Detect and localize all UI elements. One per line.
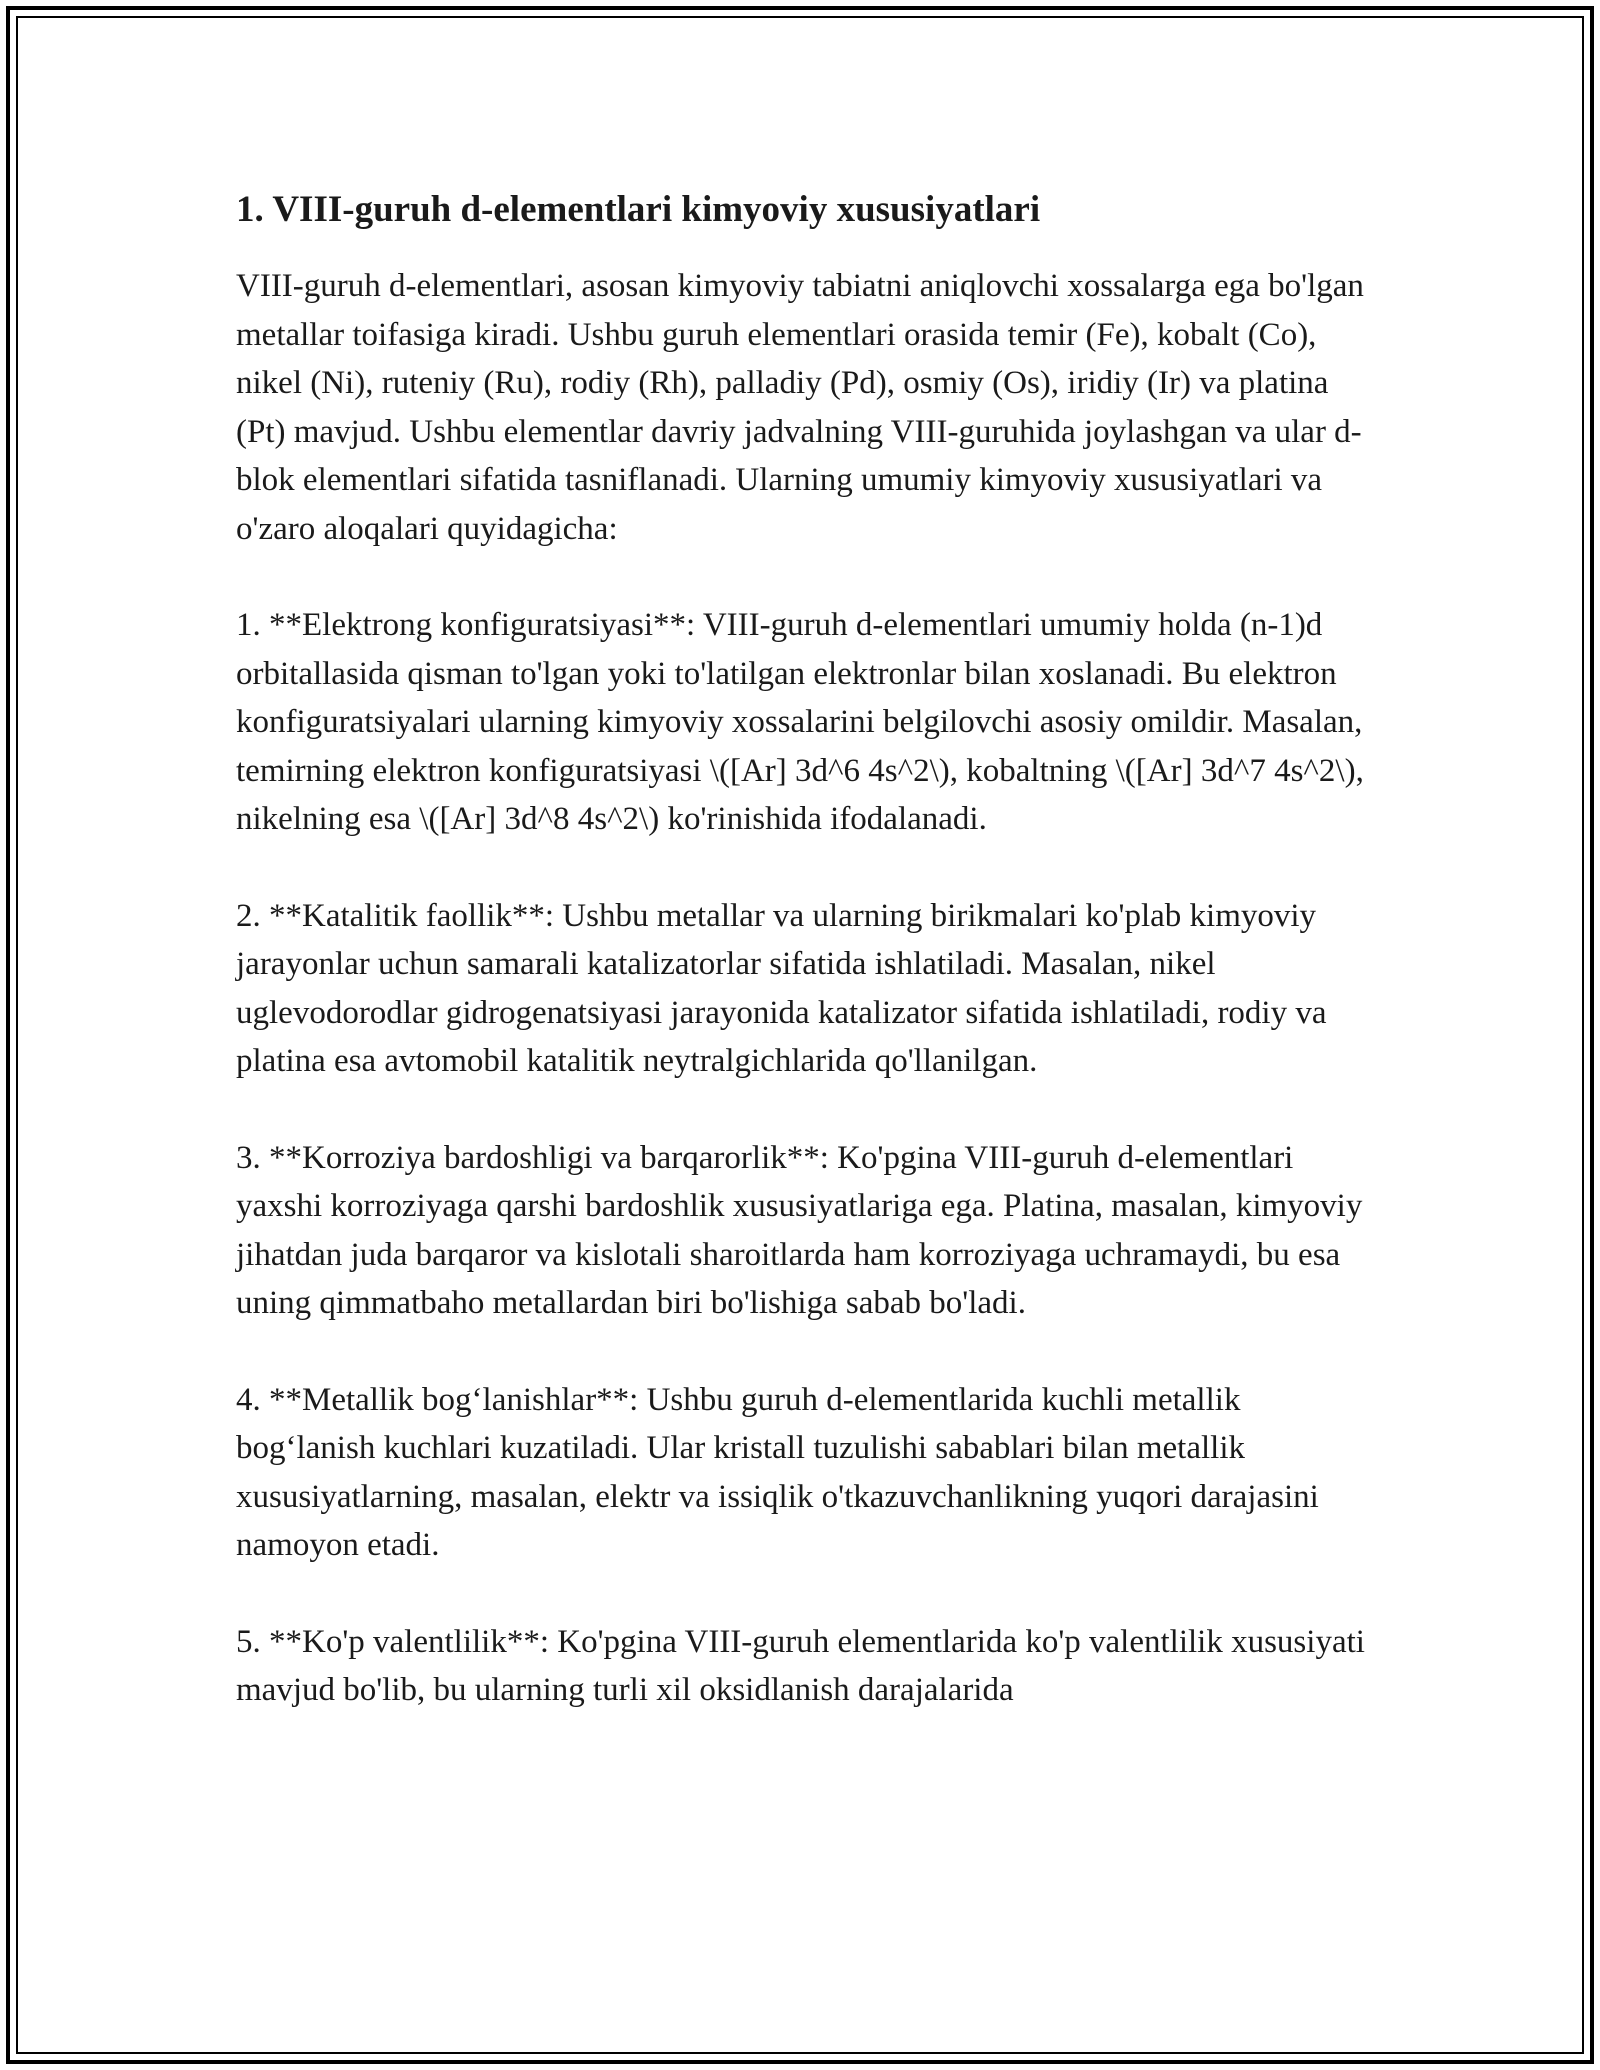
list-item-corrosion-resistance: 3. **Korroziya bardoshligi va barqarorlik**: Ko'pgina VIII-guruh d-elementlari yaxshi korroziyaga qarshi bardoshlik xususiyatlariga ega. Platina, masalan, kimyoviy jihatdan juda barqaror va kislotali sharoitlarda ham korroziyaga uchramaydi, bu esa uning qimmatbaho metallardan biri bo'lishiga sabab bo'ladi. <box>236 1139 1363 1321</box>
list-item-catalytic-activity: 2. **Katalitik faollik**: Ushbu metallar va ularning birikmalari ko'plab kimyoviy jarayonlar uchun samarali katalizatorlar sifatida ishlatiladi. Masalan, nikel uglevodorodlar gidrogenatsiyasi jarayonida katalizator sifatida ishlatiladi, rodiy va platina esa avtomobil katalitik neytralgichlarida qo'llanilgan. <box>236 897 1327 1079</box>
intro-paragraph: VIII-guruh d-elementlari, asosan kimyoviy tabiatni aniqlovchi xossalarga ega bo'lgan metallar toifasiga kiradi. Ushbu guruh elementlari orasida temir (Fe), kobalt (Co), nikel (Ni), ruteniy (Ru), rodiy (Rh), palladiy (Pd), osmiy (Os), iridiy (Ir) va platina (Pt) mavjud. Ushbu elementlar davriy jadvalning VIII-guruhida joylashgan va ular d-blok elementlari sifatida tasniflanadi. Ularning umumiy kimyoviy xususiyatlari va o'zaro aloqalari quyidagicha: <box>236 268 1373 547</box>
document-body <box>236 186 1376 1763</box>
list-item-electron-configuration: 1. **Elektrong konfiguratsiyasi**: VIII-guruh d-elementlari umumiy holda (n-1)d orbitallasida qisman to'lgan yoki to'latilgan elektronlar bilan xoslanadi. Bu elektron konfiguratsiyalari ularning kimyoviy xossalarini belgilovchi asosiy omildir. Masalan, temirning elektron konfiguratsiyasi \([Ar] 3d^6 4s^2\), kobaltning \([Ar] 3d^7 4s^2\), nikelning esa \([Ar] 3d^8 4s^2\) ko'rinishida ifodalanadi. <box>236 607 1364 837</box>
list-item-metallic-bonding: 4. **Metallik bog‘lanishlar**: Ushbu guruh d-elementlarida kuchli metallik bog‘lanish kuchlari kuzatiladi. Ular kristall tuzulishi sabablari bilan metallik xususiyatlarning, masalan, elektr va issiqlik o'tkazuvchanlikning yuqori darajasini namoyon etadi. <box>236 1381 1319 1563</box>
section-heading: 1. VIII-guruh d-elementlari kimyoviy xususiyatlari <box>236 189 1041 230</box>
list-item-multivalency: 5. **Ko'p valentlilik**: Ko'pgina VIII-guruh elementlarida ko'p valentlilik xususiyati mavjud bo'lib, bu ularning turli xil oksidlanish darajalarida <box>236 1623 1365 1708</box>
